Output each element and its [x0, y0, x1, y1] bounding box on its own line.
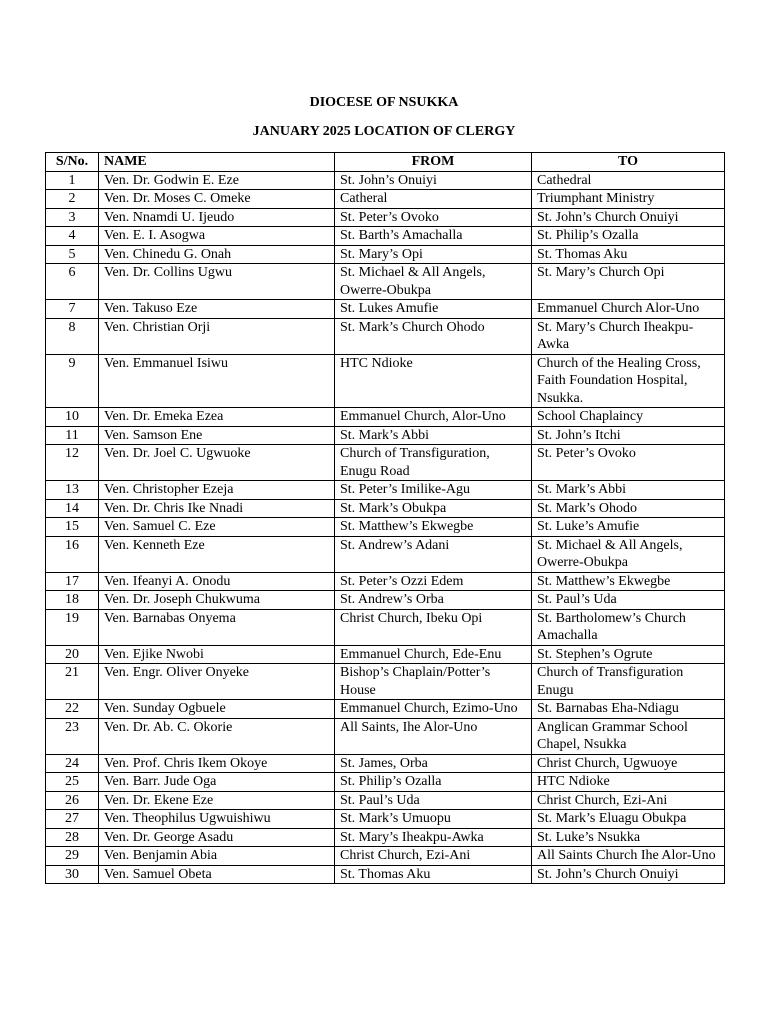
table-row [46, 718, 725, 754]
cell-sn: 25 [46, 773, 99, 792]
cell-from: St. Andrew’s Orba [335, 591, 532, 610]
table-row [46, 171, 725, 190]
cell-name: Ven. Engr. Oliver Onyeke [99, 664, 335, 700]
cell-from: St. Lukes Amufie [335, 300, 532, 319]
cell-from: St. Paul’s Uda [335, 791, 532, 810]
cell-to: St. John’s Church Onuiyi [532, 208, 725, 227]
cell-name: Ven. Kenneth Eze [99, 536, 335, 572]
cell-name: Ven. E. I. Asogwa [99, 227, 335, 246]
table-header-row [46, 153, 725, 172]
header-from: FROM [335, 153, 532, 172]
cell-to: St. Mary’s Church Iheakpu-Awka [532, 318, 725, 354]
cell-from: St. Mark’s Abbi [335, 426, 532, 445]
cell-name: Ven. Emmanuel Isiwu [99, 354, 335, 408]
table-row [46, 518, 725, 537]
table-body [46, 171, 725, 884]
cell-name: Ven. Ifeanyi A. Onodu [99, 572, 335, 591]
cell-from: St. Mark’s Church Ohodo [335, 318, 532, 354]
cell-sn: 17 [46, 572, 99, 591]
cell-sn: 16 [46, 536, 99, 572]
cell-from: St. Mark’s Umuopu [335, 810, 532, 829]
cell-name: Ven. Dr. George Asadu [99, 828, 335, 847]
cell-name: Ven. Barnabas Onyema [99, 609, 335, 645]
table-row [46, 227, 725, 246]
cell-from: St. Thomas Aku [335, 865, 532, 884]
table-row [46, 445, 725, 481]
cell-sn: 7 [46, 300, 99, 319]
cell-sn: 22 [46, 700, 99, 719]
table-row [46, 190, 725, 209]
table-row [46, 791, 725, 810]
cell-sn: 14 [46, 499, 99, 518]
cell-from: St. Peter’s Ozzi Edem [335, 572, 532, 591]
table-row [46, 245, 725, 264]
header-name: NAME [99, 153, 335, 172]
cell-from: St. Michael & All Angels, Owerre-Obukpa [335, 264, 532, 300]
cell-to: St. Mary’s Church Opi [532, 264, 725, 300]
cell-from: St. John’s Onuiyi [335, 171, 532, 190]
cell-name: Ven. Christopher Ezeja [99, 481, 335, 500]
cell-to: St. John’s Itchi [532, 426, 725, 445]
cell-to: St. Bartholomew’s Church Amachalla [532, 609, 725, 645]
cell-to: Cathedral [532, 171, 725, 190]
cell-name: Ven. Dr. Godwin E. Eze [99, 171, 335, 190]
cell-to: Emmanuel Church Alor-Uno [532, 300, 725, 319]
cell-name: Ven. Ejike Nwobi [99, 645, 335, 664]
cell-name: Ven. Dr. Chris Ike Nnadi [99, 499, 335, 518]
cell-to: St. Mark’s Eluagu Obukpa [532, 810, 725, 829]
table-row [46, 773, 725, 792]
cell-to: Christ Church, Ezi-Ani [532, 791, 725, 810]
cell-sn: 30 [46, 865, 99, 884]
cell-sn: 1 [46, 171, 99, 190]
cell-name: Ven. Prof. Chris Ikem Okoye [99, 754, 335, 773]
table-row [46, 645, 725, 664]
cell-sn: 27 [46, 810, 99, 829]
cell-to: HTC Ndioke [532, 773, 725, 792]
cell-to: St. Stephen’s Ogrute [532, 645, 725, 664]
cell-from: Emmanuel Church, Ezimo-Uno [335, 700, 532, 719]
cell-name: Ven. Dr. Ekene Eze [99, 791, 335, 810]
table-row [46, 754, 725, 773]
cell-from: St. Matthew’s Ekwegbe [335, 518, 532, 537]
cell-sn: 21 [46, 664, 99, 700]
cell-sn: 6 [46, 264, 99, 300]
cell-sn: 13 [46, 481, 99, 500]
table-row [46, 354, 725, 408]
cell-to: Anglican Grammar School Chapel, Nsukka [532, 718, 725, 754]
cell-from: St. Barth’s Amachalla [335, 227, 532, 246]
cell-sn: 19 [46, 609, 99, 645]
cell-to: St. Barnabas Eha-Ndiagu [532, 700, 725, 719]
cell-to: St. Thomas Aku [532, 245, 725, 264]
cell-to: St. Peter’s Ovoko [532, 445, 725, 481]
cell-name: Ven. Dr. Emeka Ezea [99, 408, 335, 427]
cell-name: Ven. Sunday Ogbuele [99, 700, 335, 719]
table-row [46, 499, 725, 518]
cell-to: St. Mark’s Abbi [532, 481, 725, 500]
document-title: DIOCESE OF NSUKKA [309, 95, 459, 110]
cell-sn: 12 [46, 445, 99, 481]
table-row [46, 481, 725, 500]
cell-from: St. Peter’s Imilike-Agu [335, 481, 532, 500]
cell-to: St. Matthew’s Ekwegbe [532, 572, 725, 591]
cell-sn: 29 [46, 847, 99, 866]
cell-sn: 15 [46, 518, 99, 537]
table-row [46, 700, 725, 719]
cell-from: St. Mary’s Opi [335, 245, 532, 264]
cell-from: Church of Transfiguration, Enugu Road [335, 445, 532, 481]
cell-to: St. Philip’s Ozalla [532, 227, 725, 246]
table-row [46, 591, 725, 610]
cell-from: Christ Church, Ibeku Opi [335, 609, 532, 645]
cell-name: Ven. Theophilus Ugwuishiwu [99, 810, 335, 829]
cell-to: St. Luke’s Amufie [532, 518, 725, 537]
cell-name: Ven. Dr. Ab. C. Okorie [99, 718, 335, 754]
cell-from: St. Philip’s Ozalla [335, 773, 532, 792]
table-row [46, 208, 725, 227]
cell-from: St. Mary’s Iheakpu-Awka [335, 828, 532, 847]
cell-to: Church of Transfiguration Enugu [532, 664, 725, 700]
cell-from: St. Peter’s Ovoko [335, 208, 532, 227]
cell-name: Ven. Dr. Joel C. Ugwuoke [99, 445, 335, 481]
cell-name: Ven. Benjamin Abia [99, 847, 335, 866]
cell-sn: 8 [46, 318, 99, 354]
cell-from: Catheral [335, 190, 532, 209]
cell-to: All Saints Church Ihe Alor-Uno [532, 847, 725, 866]
table-row [46, 828, 725, 847]
cell-name: Ven. Dr. Joseph Chukwuma [99, 591, 335, 610]
cell-to: Christ Church, Ugwuoye [532, 754, 725, 773]
table-row [46, 408, 725, 427]
table-row [46, 865, 725, 884]
cell-sn: 26 [46, 791, 99, 810]
cell-from: HTC Ndioke [335, 354, 532, 408]
cell-sn: 9 [46, 354, 99, 408]
clergy-location-table [45, 152, 725, 884]
table-row [46, 536, 725, 572]
cell-name: Ven. Samuel Obeta [99, 865, 335, 884]
table-row [46, 847, 725, 866]
cell-to: Church of the Healing Cross, Faith Foundation Hospital, Nsukka. [532, 354, 725, 408]
cell-name: Ven. Takuso Eze [99, 300, 335, 319]
table-row [46, 609, 725, 645]
cell-sn: 10 [46, 408, 99, 427]
cell-name: Ven. Samson Ene [99, 426, 335, 445]
cell-sn: 23 [46, 718, 99, 754]
header-sn: S/No. [46, 153, 99, 172]
cell-name: Ven. Samuel C. Eze [99, 518, 335, 537]
cell-name: Ven. Christian Orji [99, 318, 335, 354]
table-row [46, 264, 725, 300]
cell-sn: 18 [46, 591, 99, 610]
cell-from: Emmanuel Church, Ede-Enu [335, 645, 532, 664]
cell-from: St. James, Orba [335, 754, 532, 773]
cell-sn: 2 [46, 190, 99, 209]
table-row [46, 572, 725, 591]
cell-sn: 11 [46, 426, 99, 445]
cell-from: All Saints, Ihe Alor-Uno [335, 718, 532, 754]
cell-name: Ven. Nnamdi U. Ijeudo [99, 208, 335, 227]
cell-sn: 24 [46, 754, 99, 773]
cell-from: Christ Church, Ezi-Ani [335, 847, 532, 866]
cell-to: St. Paul’s Uda [532, 591, 725, 610]
table-row [46, 664, 725, 700]
cell-to: School Chaplaincy [532, 408, 725, 427]
cell-sn: 3 [46, 208, 99, 227]
table-row [46, 426, 725, 445]
cell-from: Emmanuel Church, Alor-Uno [335, 408, 532, 427]
cell-to: St. Michael & All Angels, Owerre-Obukpa [532, 536, 725, 572]
cell-sn: 20 [46, 645, 99, 664]
cell-name: Ven. Barr. Jude Oga [99, 773, 335, 792]
cell-to: St. Luke’s Nsukka [532, 828, 725, 847]
table-row [46, 810, 725, 829]
document-subtitle: JANUARY 2025 LOCATION OF CLERGY [252, 124, 516, 139]
table-row [46, 318, 725, 354]
cell-sn: 28 [46, 828, 99, 847]
cell-name: Ven. Dr. Collins Ugwu [99, 264, 335, 300]
table-row [46, 300, 725, 319]
cell-sn: 5 [46, 245, 99, 264]
cell-from: Bishop’s Chaplain/Potter’s House [335, 664, 532, 700]
cell-name: Ven. Dr. Moses C. Omeke [99, 190, 335, 209]
cell-sn: 4 [46, 227, 99, 246]
header-to: TO [532, 153, 725, 172]
cell-to: Triumphant Ministry [532, 190, 725, 209]
cell-to: St. John’s Church Onuiyi [532, 865, 725, 884]
cell-to: St. Mark’s Ohodo [532, 499, 725, 518]
cell-from: St. Andrew’s Adani [335, 536, 532, 572]
cell-name: Ven. Chinedu G. Onah [99, 245, 335, 264]
cell-from: St. Mark’s Obukpa [335, 499, 532, 518]
